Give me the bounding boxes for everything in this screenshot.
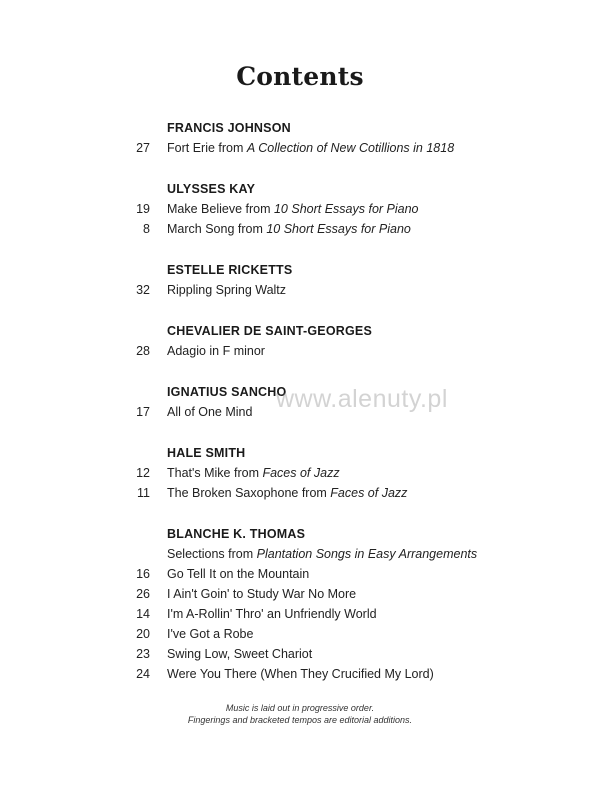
piece-title: Selections from [167,547,257,561]
footnote-line-1: Music is laid out in progressive order. [225,703,375,713]
piece-title: I Ain't Goin' to Study War No More [167,587,357,601]
composer-section [0,260,600,300]
toc-entry[interactable] [0,199,600,219]
page-number: 11 [137,486,150,500]
entry-title [167,199,600,219]
piece-title: I've Got a Robe [167,627,254,641]
page-number: 17 [136,405,150,419]
entry-title [167,219,600,239]
entry-title [167,463,600,483]
page-number: 19 [136,202,150,216]
page-number: 27 [136,141,150,155]
page-number: 20 [136,627,150,641]
page-number [0,544,167,564]
piece-title: The Broken Saxophone from [167,486,331,500]
page-number: 12 [136,466,150,480]
page-number: 16 [136,567,150,581]
composer-section [0,118,600,158]
composer-section [0,179,600,239]
toc-entry[interactable] [0,664,600,684]
page-number: 26 [136,587,150,601]
footnote-line-2: Fingerings and bracketed tempos are editorial additions. [187,715,413,725]
toc-entry[interactable] [0,564,600,584]
toc-entry[interactable] [0,341,600,361]
composer-section [0,443,600,503]
entry-title [167,664,600,684]
page-number: 28 [136,344,150,358]
source-title: 10 Short Essays for Piano [273,202,419,216]
piece-title: Fort Erie from [167,141,247,155]
toc-entry[interactable] [0,138,600,158]
source-title: A Collection of New Cotillions in 1818 [246,141,455,155]
toc-entry[interactable] [0,483,600,503]
entry-title [167,138,600,158]
composer-name: CHEVALIER DE SAINT-GEORGES [167,324,372,338]
composer-name: HALE SMITH [167,446,246,460]
composer-section [0,524,600,684]
page-number: 24 [136,667,150,681]
entry-title [167,564,600,584]
source-title: 10 Short Essays for Piano [266,222,411,236]
source-title: Faces of Jazz [262,466,340,480]
entry-title [167,544,600,564]
composer-name: ESTELLE RICKETTS [167,263,293,277]
composer-name: ULYSSES KAY [167,182,256,196]
page-title: Contents [236,62,364,91]
composer-name: FRANCIS JOHNSON [167,121,291,135]
piece-title: March Song from [167,222,267,236]
toc-entry[interactable] [0,219,600,239]
entry-title [167,624,600,644]
entry-title [167,483,600,503]
toc-entry[interactable] [0,604,600,624]
page-number: 8 [143,222,150,236]
source-title: Plantation Songs in Easy Arrangements [256,547,478,561]
page-number: 14 [136,607,150,621]
composer-name: IGNATIUS SANCHO [167,385,287,399]
source-title: Faces of Jazz [330,486,408,500]
piece-title: Rippling Spring Waltz [167,283,287,297]
entry-title [167,604,600,624]
toc-entry[interactable] [0,463,600,483]
watermark: www.alenuty.pl [276,385,448,413]
entry-title [167,341,600,361]
toc-entry[interactable] [0,584,600,604]
piece-title: That's Mike from [167,466,263,480]
composer-section [0,321,600,361]
footnote [0,702,600,726]
entry-title [167,584,600,604]
piece-title: All of One Mind [167,405,253,419]
page-number: 32 [136,283,150,297]
piece-title: Adagio in F minor [167,344,265,358]
toc-entry[interactable] [0,644,600,664]
piece-title: Swing Low, Sweet Chariot [167,647,313,661]
toc-entry[interactable] [0,544,600,564]
entry-title [167,644,600,664]
entry-title [167,280,600,300]
piece-title: Make Believe from [167,202,274,216]
piece-title: Go Tell It on the Mountain [167,567,310,581]
piece-title: I'm A-Rollin' Thro' an Unfriendly World [167,607,377,621]
piece-title: Were You There (When They Crucified My Lord) [167,667,434,681]
toc-entry[interactable] [0,624,600,644]
composer-name: BLANCHE K. THOMAS [167,527,306,541]
page-number: 23 [136,647,150,661]
toc-entry[interactable] [0,280,600,300]
